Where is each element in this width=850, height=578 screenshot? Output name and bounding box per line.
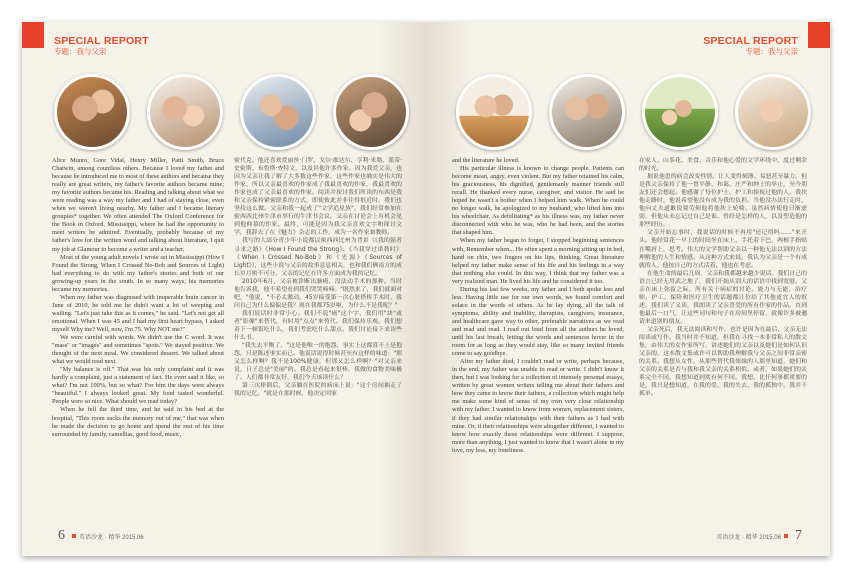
page-number: 7 (795, 528, 802, 543)
paragraph: 在家人、山茶花、美食、音乐和他心爱的文学环绕中，度过剩余的时光。 (639, 158, 807, 173)
left-footer (54, 528, 144, 544)
father-child-photo (240, 74, 316, 150)
paragraph: 父亲开始忘事时，我说话的时候不再用"还记得吗……"来开头。他经常花一早上的时间坐在床上，手托着下巴，两根手指贴在嘴唇上，思考。伟大的文学帮助父亲以一种他无法以别的方法理解他的人生和情感。从这种方式来说，我认为父亲是一个有成就的人。他按自己的方式活着，他也在考虑。 (639, 230, 807, 269)
page-number: 6 (58, 528, 65, 543)
paragraph: 在他生命的最后几周，父亲和我都越来越少说话。我们自己的语言已经无用武之地了，我们开始从别人的话语中找到宽慰。父亲在床上弥留之际，所有关于病症的讨论、能力与无能、治疗师、护工、保险和医疗卫生的话题都让位给了其他更宜人的叙述，我们读了又读，我朗读了父亲喜爱的所有作家的作品，直到他最后一口气，让这些词句和句子在房间里停留，就像许多被邀请来道别的朋友。 (639, 270, 807, 325)
right-page-chinese-column (639, 157, 807, 398)
elderly-couple-photo (549, 74, 625, 150)
magazine-spread (22, 22, 830, 556)
smiling-girl-photo (735, 74, 811, 150)
right-page-english-column (452, 157, 624, 455)
reading-together-photo (456, 74, 532, 150)
paragraph: When he fell the third time, and he said in his bed at the hospital, "This room sucks the memory out of me," that was when he made the decision to go home and spend the rest of his time surrounded by family, camellias, good food, music, (52, 406, 224, 438)
paragraph: Alice Munro, Gore Vidal, Henry Miller, Patti Smith, Bruce Chatwin, among countless others. Because I loved my father and because he introduced me to most of these authors and because they really are great writers, my father's favorite authors became mine; my favorite authors became his. Reading and talking about what we were reading was a way my father and I had of staying close, even when we weren't living nearby. My father and I became literary groupies* together. We often attended The Oxford Conference for the Book in Oxford, Mississippi, where he had the opportunity to meet writers he admired. Eventually, probably because of my father's love for the written word and talking about literature, I quit my job at Glamour to become a writer and a teacher. (52, 157, 224, 253)
right-footer (716, 528, 806, 544)
paragraph: "我失去平衡了。"这是他唯一的抱怨，事实上这都算不上是抱怨，只是陈述事实而已。他说话说得时候甚至有这样的味道："那又怎么样啊？我不是100%健康，但那又怎么样啊？"对父亲来说，日子总是"美丽"的。我总是看起来很棒，我做的食物美味极了。人们都非常友好，我们今天该读什么？ (234, 343, 402, 382)
paragraph: and the literature he loved. (452, 157, 520, 164)
section-title: SPECIAL REPORT (703, 35, 798, 47)
paragraph: After my father died, I couldn't read or write, perhaps because, in the end, my father was unable to read or write. I didn't know it then, but I was looking for a collection of intensely personal essays, written by great women writers telling me about their fathers and how they came to know their fathers, a collection which might help me make some kind of sense of my own very close relationship with my father. I wanted to know from women, replacement sisters, if they had similar relationships with their fathers as I had with mine. Or, if their relationships were altogether different, I wanted to know how exactly these relationships were different. I suppose, more than anything, I just wanted to know that I wasn't alone in my love, my loss, my loneliness. (452, 358, 624, 454)
paragraph: His particular illness is known to change people. Patients can become mean, angry, even violent. But my father retained his calm, his graciousness, his dignified, gentlemanly manner friends still recall. He thanked every nurse, caregiver, and visitor. He said he hoped he wasn't a bother when I helped him walk. When he could no longer walk, he apologized to my husband, who lifted him into his wheelchair. As debilitating* as his illness was, my father never disconnected with who he was, who he had been, and the stories that shaped him. (452, 165, 624, 237)
footer-square-icon (784, 534, 788, 538)
section-header (54, 36, 149, 57)
section-title: SPECIAL REPORT (54, 35, 149, 47)
left-page-english-column (52, 157, 224, 439)
paragraph: 父亲死后，我无法阅读和写作，也许是因为在最后，父亲无法阅读或写作。我当时并不知道，但我在寻找一本非常私人的散文集，由伟大的女作家所写，讲述她们的父亲以及她们是如何认识父亲的，这本散文集或许可以帮助我理解我与父亲之间非常亲密的关系。我想从女性，从那些替代我姐妹的人那里知道，她们和父亲的关系是否与我和我父亲的关系相似。或者，如果她们的关系完全不同，我想知道到底有何不同。我想，比任何事都重要的是，我只是想知道，在我的爱、我的失去、我的孤独中，我并不孤单。 (639, 326, 807, 398)
section-subtitle: 专题：我与父亲 (54, 47, 107, 56)
photo-row (54, 74, 426, 150)
paragraph: 第三次摔倒后，父亲躺在医院的病床上说："这个房间抽走了我的记忆。"就是在那时候，他决定回家 (234, 383, 402, 398)
left-page (22, 22, 426, 556)
paragraph: 2010年6月，父亲被诊断出脑癌，没法动手术的那种。当时他告诉我，他不希望看到我们哭哭啼啼。"既然来了，我们就面对吧，"他说，"不必太激动。45岁接受第一次心脏搭桥手术时，我问自己为什么偏偏是我？现在我都75岁啦，为什么不是我呢？" (234, 278, 402, 309)
picnic-family-photo (642, 74, 718, 150)
father-daughter-photo (54, 74, 130, 150)
photo-row (456, 74, 828, 150)
accent-corner (22, 22, 44, 48)
paragraph: 我写的大部分青少年小说都以密西西比州为背景（《我的强者寻求之路》《How I Found the Strong》、《当我穿过诺勃时》《When I Crossed No-Bob》和《光源》《Sources of Light》），这些小说与父亲的故事息息相关，也和我们俩南方的成长岁月密不可分。父亲的记忆在许多方面成为我的记忆。 (234, 238, 402, 277)
paragraph: 我们说话时非常小心。我们不说"癌"这个字，我们用"块"或者"影像"来替代，有时用"点点"来替代。我们保持乐观。我们想着下一顿饭吃什么，我们考虑吃什么甜点。我们讨论接下来读些什么书。 (234, 310, 402, 342)
paragraph: During his last few weeks, my father and I both spoke less and less. Having little use for our own words, we found comfort and solace in the words of others. As he lay dying, all the talk of symptoms, ability and inability, therapists, caregivers, insurance, and healthcare gave way to other, preferable narratives as we read and read and read. I read out loud from all the authors he loved, until his last breath, letting the words and sentences hover in the room for as long as they would stay, like so many invited friends come to say goodbye. (452, 285, 624, 358)
footer-square-icon (72, 534, 76, 538)
paragraph: "My balance is off." That was his only complaint and it was hardly a complaint, just a statement of fact. He even said it like, so what? I'm not 100%, but so what? For him the days were always "beautiful." I always looked great. My food tasted wonderful. People were so nice. What should we read today? (52, 366, 224, 406)
paragraph: We were careful with words. We didn't use the C word. It was "mass" or "images" and sometimes "spots." We stayed positive. We thought of the next meal. We considered dessert. We talked about what we would read next. (52, 334, 224, 366)
paragraph: 据说他患的病会改变性情。让人变得刻薄、易怒甚至暴力。但是我父亲保持了他一贯平静、和蔼、庄严和绅士的举止，至今朋友们还会想起。他感谢了每位护士、护工和探视过他的人。我扶他走路时，他说希望他没有成为我的负担。当他没办法行走时，他向丈夫道歉说要劳烦他将他扶上轮椅。虽然病情使他日渐虚弱，但他从未忘记过自己是谁、曾经是怎样的人，以及塑造他的那些经历。 (639, 174, 807, 229)
footer-info: 英语沙龙 · 精华 2015.06 (79, 534, 144, 541)
paragraph: Most of the young adult novels I wrote set in Mississippi (How I Found the Strong, When I Crossed No-Bob and Sources of Light) had everything to do with my father's stories and both of our growing-up years in the south. In so many ways, his memories became my memories. (52, 253, 224, 293)
footer-info: 英语沙龙 · 精华 2015.06 (716, 534, 781, 541)
accent-corner (808, 22, 830, 48)
paragraph: When my father began to forget, I stopped beginning sentences with, Remember when... He often spent a morning sitting up in bed, hand on chin, two fingers on his lips, thinking. Great literature helped my father make sense of his life and his feelings in a way that nothing else could. In this way, I think that my father was a very realized man. He lived his life and he considered it too. (452, 237, 624, 285)
paragraph: When my father was diagnosed with inoperable brain cancer in June of 2010, he told me he didn't want a lot of weeping and wailing. "Let's just take this as it comes," he said. "Let's not get all emotional. When I was 45 and I had my first heart bypass, I asked myself Why me? Well, now, I'm 75. Why NOT me?" (52, 293, 224, 333)
right-page (426, 22, 830, 556)
grandfather-child-photo (333, 74, 409, 150)
paragraph: 密代克。他还喜欢爱丽丝·门罗、戈尔·维达尔、亨利·米勒、派蒂·史密斯、布鲁斯·查特文，以及其他许多作家。因为我爱父亲，也因为父亲让我了解了大多数这些作家，这些作家也确实是伟大的作家，所以父亲最喜欢的作家成了我最喜欢的作家，我最喜欢的作家也成了父亲最喜欢的作家。阅读并探讨我们所读的东西是我和父亲保持紧密联系的方式，即使彼此并非住得很近时，我们也坚持这么做。父亲和我一起成了"文学追星族"。我们经常参加在密西西比州牛津市举行的牛津书会议，父亲在讨论会上有机会见到他仰慕的作家。最终，可能是因为我父亲喜欢文字和探讨文学，我辞去了在《魅力》杂志的工作，成为一名作家兼教师。 (234, 158, 402, 237)
mother-daughter-photo (147, 74, 223, 150)
left-page-chinese-column (234, 157, 402, 398)
section-subtitle: 专题：我与父亲 (745, 47, 798, 56)
section-header (703, 36, 798, 57)
